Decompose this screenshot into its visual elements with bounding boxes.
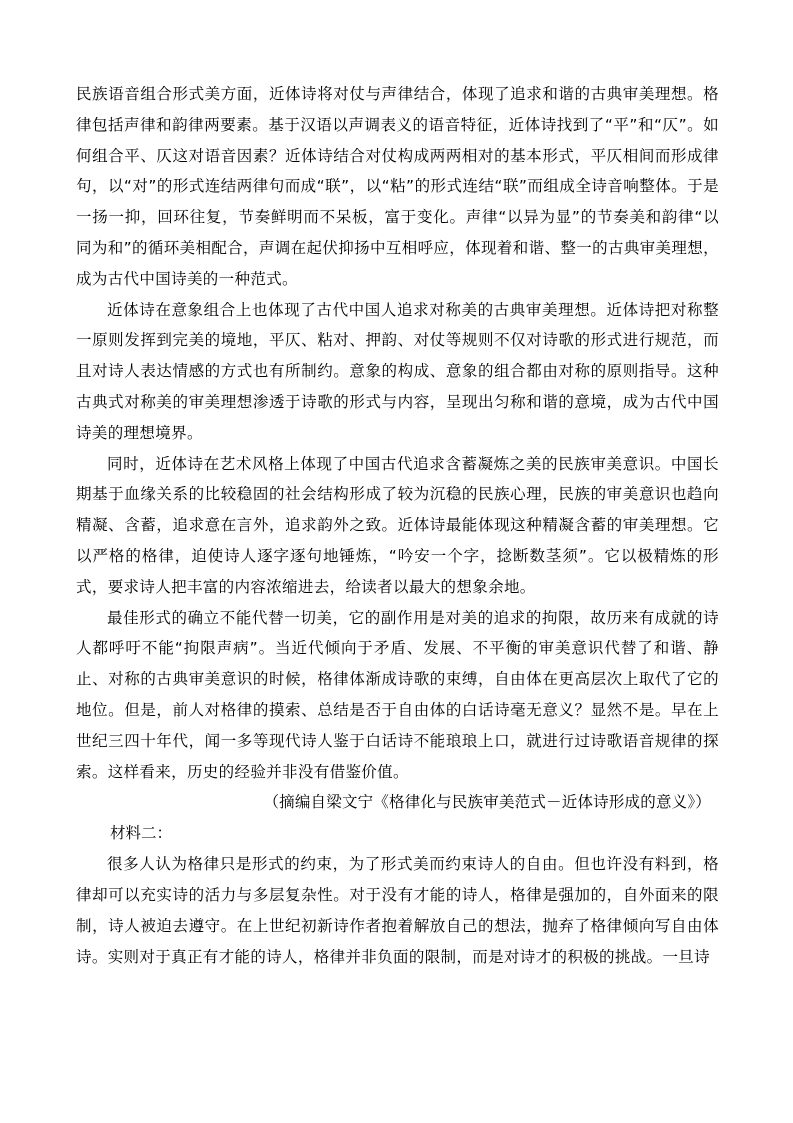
paragraph-implicit-beauty: 同时，近体诗在艺术风格上体现了中国古代追求含蓄凝炼之美的民族审美意识。中国长期基于血缘关系的比较稳固的社会结构形成了较为沉稳的民族心理，民族的审美意识也趋向精凝、含蓄，追求意在言外，追求韵外之致。近体诗最能体现这种精凝含蓄的审美理想。它以严格的格律，迫使诗人逐字逐句地锤炼，“吟安一个字，捻断数茎须”。它以极精炼的形式，要求诗人把丰富的内容浓缩进去，给读者以最大的想象余地。 [76,454,719,596]
paragraph-best-form: 最佳形式的确立不能代替一切美，它的副作用是对美的追求的拘限，故历来有成就的诗人都呼吁不能“拘限声病”。当近代倾向于矛盾、发展、不平衡的审美意识代替了和谐、静止、对称的古典审美意识的时候，格律体渐成诗歌的束缚，自由体在更高层次上取代了它的地位。但是，前人对格律的摸索、总结是否于自由体的白话诗毫无意义？显然不是。早在上世纪三四十年代，闻一多等现代诗人鉴于白话诗不能琅琅上口，就进行过诗歌语音规律的探索。这样看来，历史的经验并非没有借鉴价值。 [76,608,719,781]
paragraph-sound-rhythm: 民族语音组合形式美方面，近体诗将对仗与声律结合，体现了追求和谐的古典审美理想。格律包括声律和韵律两要素。基于汉语以声调表义的语音特征，近体诗找到了“平”和“仄”。如何组合平、仄这对语音因素？近体诗结合对仗构成两两相对的基本形式，平仄相间而形成律句，以“对”的形式连结两律句而成“联”，以“粘”的形式连结“联”而组成全诗音响整体。于是一扬一抑，回环往复，节奏鲜明而不呆板，富于变化。声律“以异为显”的节奏美和韵律“以同为和”的循环美相配合，声调在起伏抑扬中互相呼应，体现着和谐、整一的古典审美理想，成为古代中国诗美的一种范式。 [76,85,719,288]
paragraph-symmetry: 近体诗在意象组合上也体现了古代中国人追求对称美的古典审美理想。近体诗把对称整一原则发挥到完美的境地，平仄、粘对、押韵、对仗等规则不仅对诗歌的形式进行规范，而且对诗人表达情感的方式也有所制约。意象的构成、意象的组合都由对称的原则指导。这种古典式对称美的审美理想渗透于诗歌的形式与内容，呈现出匀称和谐的意境，成为古代中国诗美的理想境界。 [76,300,719,442]
paragraph-material-two: 很多人认为格律只是形式的约束，为了形式美而约束诗人的自由。但也许没有料到，格律却可以充实诗的活力与多层复杂性。对于没有才能的诗人，格律是强加的，自外面来的限制，诗人被迫去遵守。在上世纪初新诗作者抱着解放自己的想法，抛弃了格律倾向写自由体诗。实则对于真正有才能的诗人，格律并非负面的限制，而是对诗才的积极的挑战。一旦诗 [76,855,719,966]
source-citation: （摘编自梁文宁《格律化与民族审美范式－近体诗形成的意义》） [263,793,711,812]
material-two-label: 材料二： [110,824,173,843]
document-body [76,79,719,973]
